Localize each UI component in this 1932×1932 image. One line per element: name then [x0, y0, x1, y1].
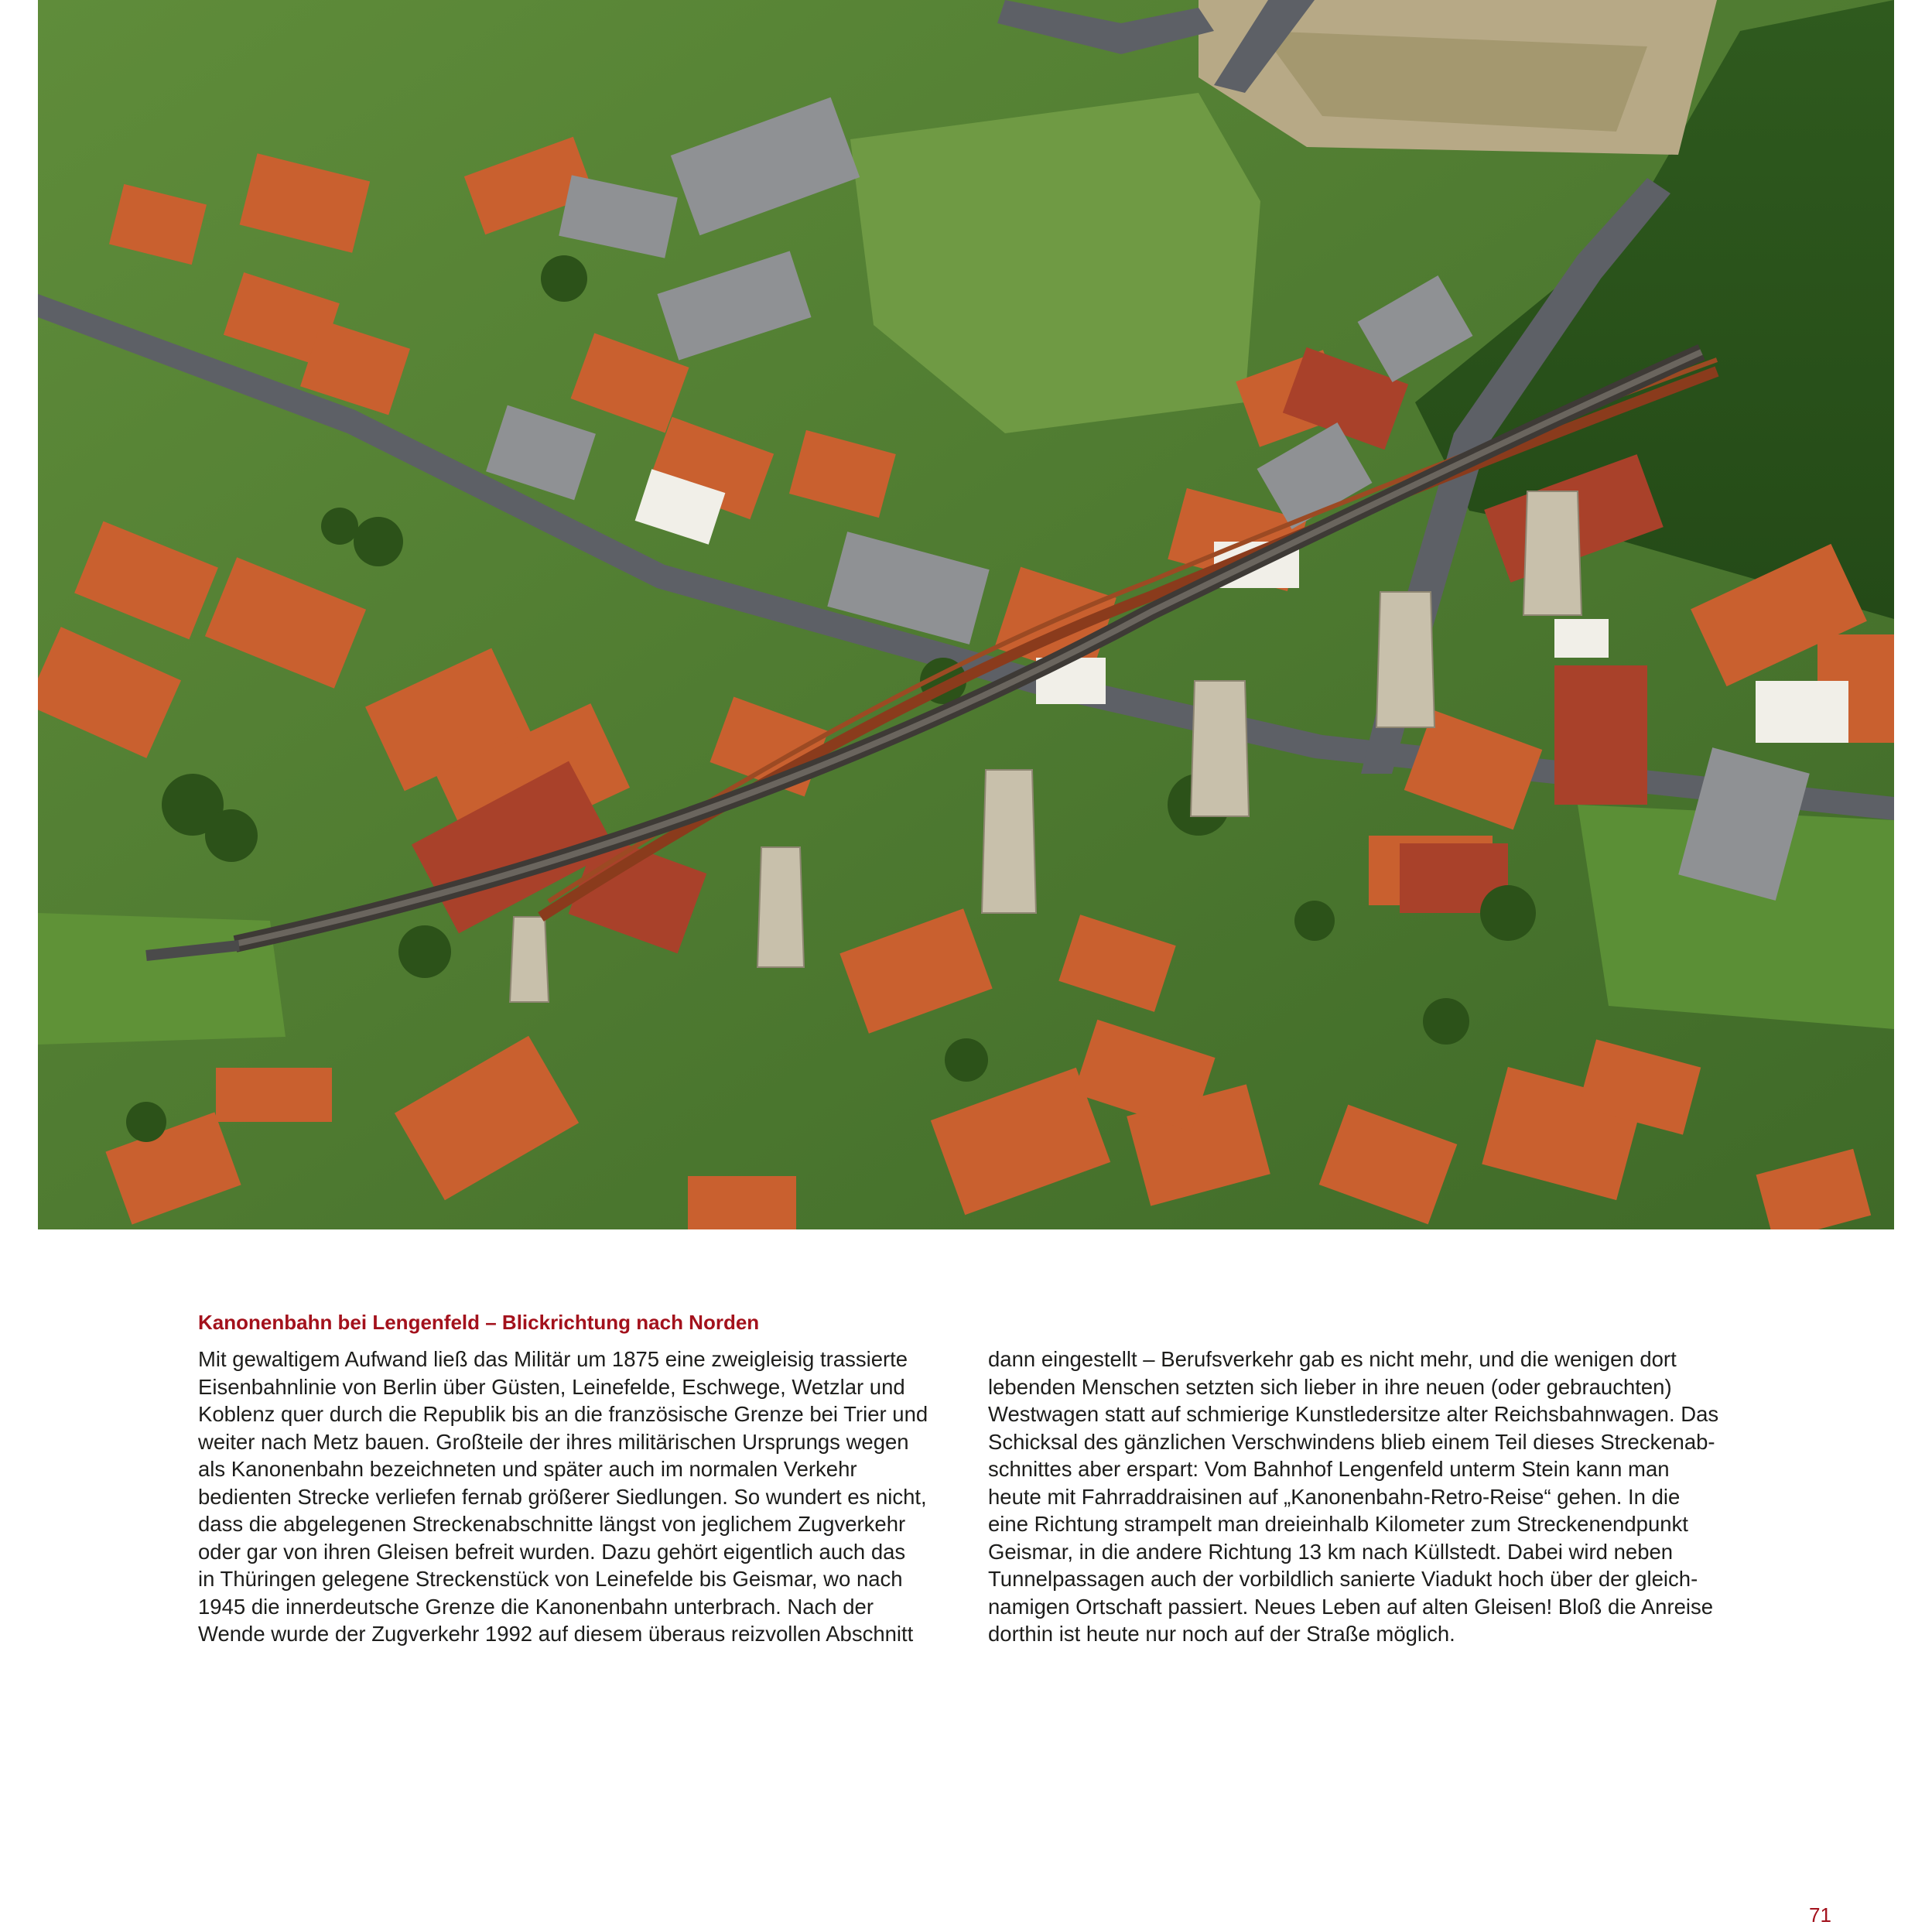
text-line: Westwagen statt auf schmierige Kunstledersitze alter Reichsbahnwagen. Das	[988, 1402, 1719, 1426]
page-number: 71	[1809, 1903, 1831, 1927]
aerial-photo	[38, 0, 1894, 1229]
text-line: Mit gewaltigem Aufwand ließ das Militär um 1875 eine zweigleisig trassierte	[198, 1347, 908, 1371]
text-line: 1945 die innerdeutsche Grenze die Kanonenbahn unterbrach. Nach der	[198, 1594, 874, 1619]
text-line: lebenden Menschen setzten sich lieber in ihre neuen (oder gebrauchten)	[988, 1374, 1672, 1399]
text-line: namigen Ortschaft passiert. Neues Leben auf alten Gleisen! Bloß die Anreise	[988, 1594, 1714, 1619]
text-line: dann eingestellt – Berufsverkehr gab es nicht mehr, und die wenigen dort	[988, 1347, 1677, 1371]
text-line: oder gar von ihren Gleisen befreit wurden. Dazu gehört eigentlich auch das	[198, 1539, 906, 1564]
text-line: Koblenz quer durch die Republik bis an die französische Grenze bei Trier und	[198, 1402, 928, 1426]
caption-title: Kanonenbahn bei Lengenfeld – Blickrichtung nach Norden	[198, 1311, 760, 1334]
text-line: heute mit Fahrraddraisinen auf „Kanonenbahn-Retro-Reise“ gehen. In die	[988, 1484, 1681, 1509]
text-line: dass die abgelegenen Streckenabschnitte längst von jeglichem Zugverkehr	[198, 1512, 906, 1536]
text-line: weiter nach Metz bauen. Großteile der ihres militärischen Ursprungs wegen	[198, 1429, 909, 1454]
caption-text-left-column	[198, 1346, 941, 1648]
text-line: schnittes aber erspart: Vom Bahnhof Lengenfeld unterm Stein kann man	[988, 1457, 1670, 1481]
text-line: Geismar, in die andere Richtung 13 km nach Küllstedt. Dabei wird neben	[988, 1539, 1674, 1564]
caption-text-right-column	[988, 1346, 1731, 1648]
text-line: in Thüringen gelegene Streckenstück von Leinefelde bis Geismar, wo nach	[198, 1567, 903, 1591]
text-line: dorthin ist heute nur noch auf der Straße möglich.	[988, 1622, 1455, 1646]
text-line: Wende wurde der Zugverkehr 1992 auf diesem überaus reizvollen Abschnitt	[198, 1622, 914, 1646]
text-line: Eisenbahnlinie von Berlin über Güsten, Leinefelde, Eschwege, Wetzlar und	[198, 1374, 905, 1399]
text-line: als Kanonenbahn bezeichneten und später auch im normalen Verkehr	[198, 1457, 857, 1481]
text-line: Tunnelpassagen auch der vorbildlich sanierte Viadukt hoch über der gleich-	[988, 1567, 1698, 1591]
text-line: bedienten Strecke verliefen fernab größerer Siedlungen. So wundert es nicht,	[198, 1484, 927, 1509]
text-line: Schicksal des gänzlichen Verschwindens blieb einem Teil dieses Streckenab-	[988, 1429, 1715, 1454]
text-line: eine Richtung strampelt man dreieinhalb Kilometer zum Streckenendpunkt	[988, 1512, 1688, 1536]
